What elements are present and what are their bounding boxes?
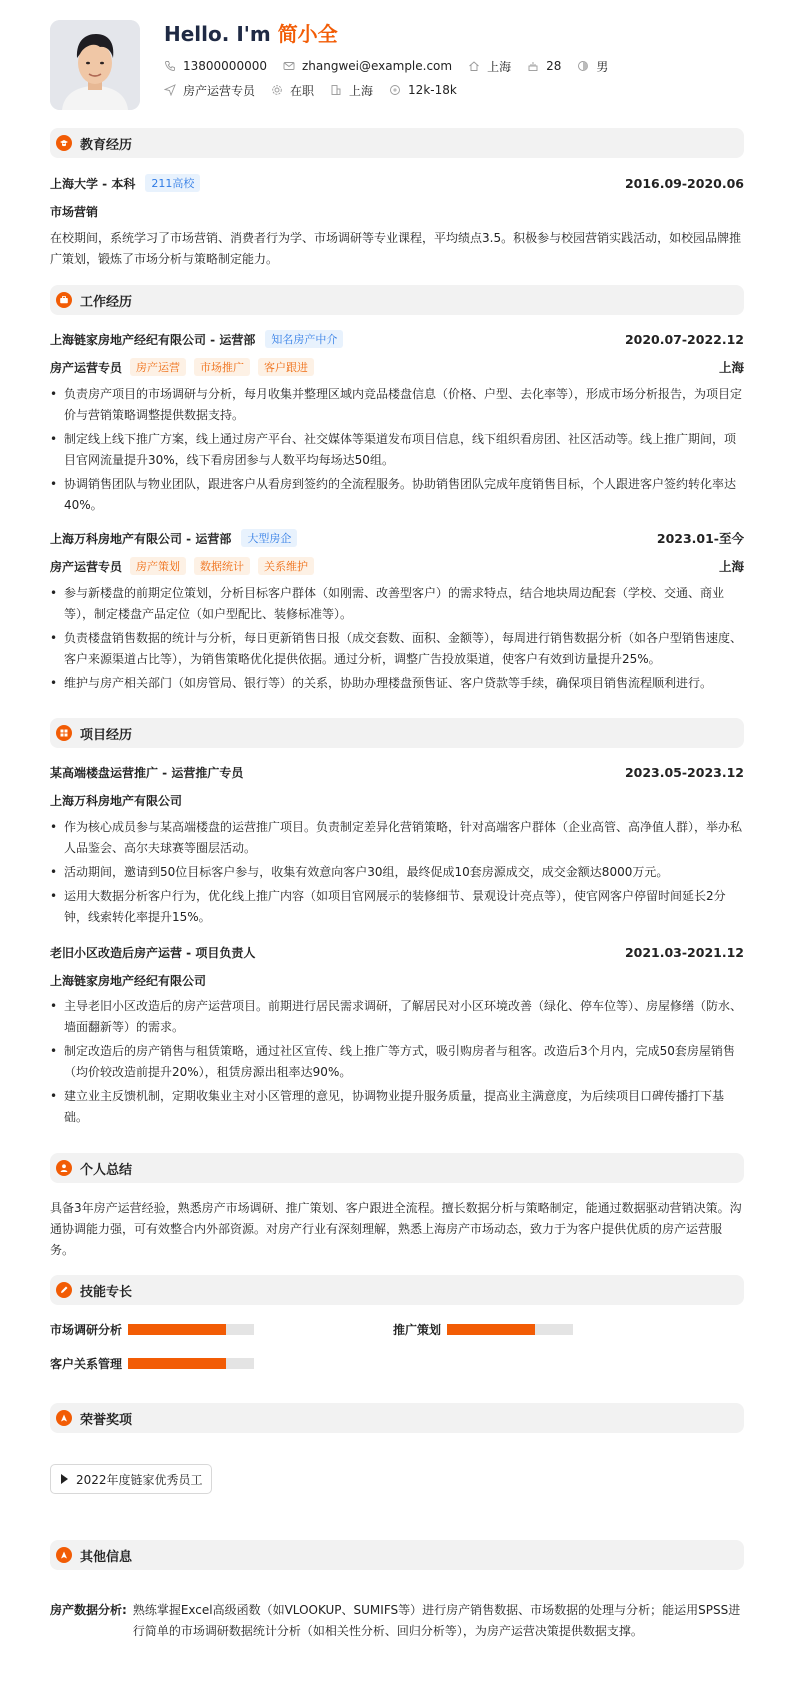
building-icon — [330, 84, 342, 96]
skill-bar — [128, 1358, 254, 1369]
gender-value: 男 — [596, 59, 609, 74]
company-name: 上海万科房地产有限公司 - 运营部 — [50, 531, 232, 546]
bullet-item: • 制定线上线下推广方案，线上通过房产平台、社交媒体等渠道发布项目信息，线下组织看房团、社区活动等。线上推广期间，项目官网流量提升30%，线下看房团参与人数平均每场达50组。 — [50, 429, 744, 471]
education-description: 在校期间，系统学习了市场营销、消费者行为学、市场调研等专业课程，平均绩点3.5。积极参与校园营销实践活动，如校园品牌推广策划，锻炼了市场分析与策略制定能力。 — [50, 231, 742, 266]
mail-icon — [283, 60, 295, 72]
project-name: 老旧小区改造后房产运营 - 项目负责人 — [50, 945, 256, 960]
bullet-item: • 参与新楼盘的前期定位策划，分析目标客户群体（如刚需、改善型客户）的需求特点，结合地块周边配套（学校、交通、商业等），制定楼盘产品定位（如户型配比、装修标准等）。 — [50, 583, 744, 625]
skill-bar — [128, 1324, 254, 1335]
email-value: zhangwei@example.com — [301, 59, 453, 73]
bullet-item: • 负责楼盘销售数据的统计与分析，每日更新销售日报（成交套数、面积、金额等），每周进行销售数据分析（如各户型销售速度、客户来源渠道占比等），为销售策略优化提供依据。通过分析，调整广告投放渠道，使客户有效到访量提升25%。 — [50, 628, 744, 670]
target-job-item — [164, 82, 255, 99]
cake-icon — [527, 60, 539, 72]
company-tag: 大型房企 — [241, 529, 297, 547]
skill-fill — [128, 1324, 226, 1335]
skill-item — [50, 1321, 254, 1338]
skill-item — [393, 1321, 573, 1338]
award-item — [50, 1464, 212, 1494]
other-info-item — [50, 1600, 744, 1642]
other-info-value: 熟练掌握Excel高级函数（如VLOOKUP、SUMIFS等）进行房产销售数据、市场数据的处理与分析；能运用SPSS进行简单的市场调研数据统计分析（如相关性分析、回归分析等），为房产运营决策提供数据支撑。 — [132, 1603, 741, 1638]
project-org: 上海链家房地产经纪有限公司 — [50, 973, 207, 988]
bullet-item: • 活动期间，邀请到50位目标客户参与，收集有效意向客户30组，最终促成10套房源成交，成交金额达8000万元。 — [50, 862, 744, 883]
home-icon — [468, 60, 480, 72]
role: 房产运营专员 — [50, 360, 123, 375]
section-header-other — [50, 1540, 744, 1570]
award-name: 2022年度链家优秀员工 — [76, 1472, 203, 1487]
age-item — [527, 59, 561, 73]
status-item — [271, 82, 314, 99]
summary-text: 具备3年房产运营经验，熟悉房产市场调研、推广策划、客户跟进全流程。擅长数据分析与策略制定，能通过数据驱动营销决策。沟通协调能力强，可有效整合内外部资源。对房产行业有深刻理解，熟悉上海房产市场动态，致力于为客户提供优质的房产运营服务。 — [50, 1201, 742, 1257]
work-city: 上海 — [718, 559, 744, 574]
briefcase-icon — [56, 292, 72, 308]
project-date: 2021.03-2021.12 — [624, 944, 744, 960]
skill-tag: 数据统计 — [194, 557, 250, 575]
gear-icon — [271, 84, 283, 96]
work-date: 2020.07-2022.12 — [624, 331, 744, 347]
education-date: 2016.09-2020.06 — [624, 175, 744, 191]
target-job-value: 房产运营专员 — [183, 83, 256, 98]
skill-bar — [447, 1324, 573, 1335]
bullet-item: • 建立业主反馈机制，定期收集业主对小区管理的意见，协调物业提升服务质量，提高业主满意度，为后续项目口碑传播打下基础。 — [50, 1086, 744, 1128]
award-icon — [56, 1547, 72, 1563]
major: 市场营销 — [50, 204, 99, 219]
avatar — [50, 20, 140, 110]
greeting-title — [164, 18, 338, 47]
project-org-line — [50, 790, 744, 810]
phone-value: 13800000000 — [183, 59, 267, 73]
school-tag: 211高校 — [145, 174, 200, 192]
city-value: 上海 — [487, 59, 512, 74]
work-role-line — [50, 556, 744, 576]
award-icon — [56, 1410, 72, 1426]
bullet-item: • 运用大数据分析客户行为，优化线上推广内容（如项目官网展示的装修细节、景观设计亮点等），使官网客户停留时间延长2分钟，线索转化率提升15%。 — [50, 886, 744, 928]
section-title: 个人总结 — [80, 1162, 133, 1178]
skill-fill — [128, 1358, 226, 1369]
work-heading — [50, 528, 744, 548]
section-header-work — [50, 285, 744, 315]
skill-item — [50, 1355, 254, 1372]
section-header-skills — [50, 1275, 744, 1305]
project-date: 2023.05-2023.12 — [624, 764, 744, 780]
target-city-item — [330, 82, 373, 99]
email-item — [283, 59, 452, 73]
section-title: 工作经历 — [80, 294, 133, 310]
bullet-item: • 作为核心成员参与某高端楼盘的运营推广项目。负责制定差异化营销策略，针对高端客户群体（企业高管、高净值人群），举办私人品鉴会、高尔夫球赛等圈层活动。 — [50, 817, 744, 859]
section-title: 教育经历 — [80, 137, 133, 153]
school-name: 上海大学 - 本科 — [50, 176, 136, 191]
section-header-awards — [50, 1403, 744, 1433]
project-heading — [50, 942, 744, 962]
skill-fill — [447, 1324, 535, 1335]
person-icon — [56, 1160, 72, 1176]
coin-icon — [389, 84, 401, 96]
city-item — [468, 58, 511, 75]
work-date: 2023.01-至今 — [656, 531, 744, 546]
gender-icon — [577, 60, 589, 72]
section-header-project — [50, 718, 744, 748]
skill-tag: 房产运营 — [130, 358, 186, 376]
grid-icon — [56, 725, 72, 741]
contact-row — [164, 57, 624, 75]
phone-icon — [164, 60, 176, 72]
education-icon — [56, 135, 72, 151]
education-major-line — [50, 201, 744, 221]
project-heading — [50, 762, 744, 782]
other-info-key: 房产数据分析: — [50, 1603, 127, 1617]
section-title: 荣誉奖项 — [80, 1412, 133, 1428]
triangle-icon — [61, 1474, 68, 1484]
project-org: 上海万科房地产有限公司 — [50, 793, 183, 808]
pen-icon — [56, 1282, 72, 1298]
salary-item — [389, 83, 457, 97]
section-header-summary — [50, 1153, 744, 1183]
skill-tag: 客户跟进 — [258, 358, 314, 376]
section-header-education — [50, 128, 744, 158]
skill-tag: 市场推广 — [194, 358, 250, 376]
section-title: 其他信息 — [80, 1549, 133, 1565]
phone-item — [164, 59, 267, 73]
skill-name: 推广策划 — [393, 1323, 442, 1337]
job-intent-row — [164, 81, 473, 99]
gender-item — [577, 58, 608, 75]
section-title: 技能专长 — [80, 1284, 133, 1300]
work-city: 上海 — [718, 360, 744, 375]
company-tag: 知名房产中介 — [265, 330, 343, 348]
work-heading — [50, 329, 744, 349]
project-name: 某高端楼盘运营推广 - 运营推广专员 — [50, 765, 244, 780]
greeting-text: Hello. I'm — [164, 22, 271, 46]
skill-name: 市场调研分析 — [50, 1323, 123, 1337]
skill-tag: 关系维护 — [258, 557, 314, 575]
age-value: 28 — [546, 59, 562, 73]
bullet-item: • 协调销售团队与物业团队，跟进客户从看房到签约的全流程服务。协助销售团队完成年度销售目标，个人跟进客户签约转化率达40%。 — [50, 474, 744, 516]
project-org-line — [50, 970, 744, 990]
salary-value: 12k-18k — [408, 83, 457, 97]
role: 房产运营专员 — [50, 559, 123, 574]
skill-tag: 房产策划 — [130, 557, 186, 575]
education-heading — [50, 173, 744, 193]
bullet-item: • 制定改造后的房产销售与租赁策略，通过社区宣传、线上推广等方式，吸引购房者与租客。改造后3个月内，完成50套房屋销售（均价较改造前提升20%），租赁房源出租率达90%。 — [50, 1041, 744, 1083]
target-city-value: 上海 — [349, 83, 374, 98]
avatar-portrait — [50, 20, 140, 110]
bullet-item: • 负责房产项目的市场调研与分析，每月收集并整理区域内竞品楼盘信息（价格、户型、去化率等），形成市场分析报告，为项目定价与营销策略调整提供数据支持。 — [50, 384, 744, 426]
bullet-item: • 主导老旧小区改造后的房产运营项目。前期进行居民需求调研，了解居民对小区环境改善（绿化、停车位等）、房屋修缮（防水、墙面翻新等）的需求。 — [50, 996, 744, 1038]
company-name: 上海链家房地产经纪有限公司 - 运营部 — [50, 332, 256, 347]
section-title: 项目经历 — [80, 727, 133, 743]
skill-name: 客户关系管理 — [50, 1357, 123, 1371]
status-value: 在职 — [290, 83, 315, 98]
work-role-line — [50, 357, 744, 377]
candidate-name: 简小全 — [277, 22, 338, 46]
send-icon — [164, 84, 176, 96]
bullet-item: • 维护与房产相关部门（如房管局、银行等）的关系，协助办理楼盘预售证、客户贷款等手续，确保项目销售流程顺利进行。 — [50, 673, 744, 694]
